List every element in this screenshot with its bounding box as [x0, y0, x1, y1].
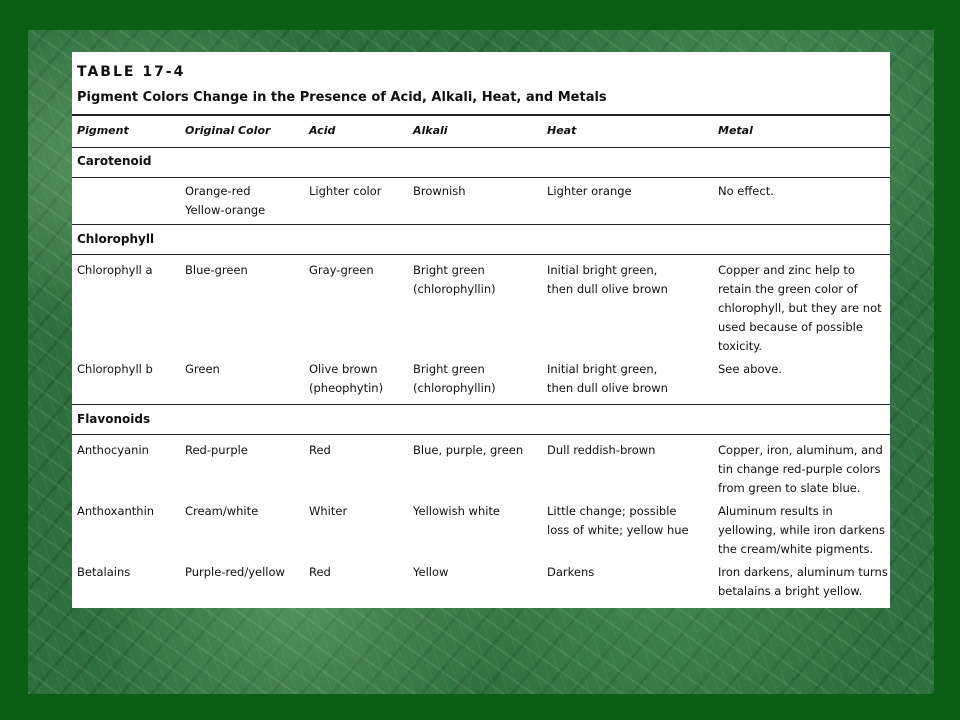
rule-above-section	[72, 224, 890, 225]
chlorophyll-b-metal: See above.	[718, 362, 783, 376]
column-header-metal: Metal	[718, 124, 753, 137]
anthocyanin-acid: Red	[309, 443, 331, 457]
anthocyanin-original-color: Red-purple	[185, 443, 248, 457]
rule-below-section	[72, 254, 890, 255]
column-header-acid: Acid	[309, 124, 336, 137]
carotenoid-acid: Lighter color	[309, 184, 382, 198]
section-heading-flavonoids: Flavonoids	[77, 412, 151, 426]
section-heading-chlorophyll: Chlorophyll	[77, 232, 155, 246]
section-heading-carotenoid: Carotenoid	[77, 154, 152, 168]
rule-below-section	[72, 434, 890, 435]
carotenoid-metal: No effect.	[718, 184, 774, 198]
chlorophyll-b-alkali: Bright green (chlorophyllin)	[413, 362, 496, 395]
column-header-original-color: Original Color	[185, 124, 271, 137]
rule-above-section	[72, 404, 890, 405]
column-header-pigment: Pigment	[77, 124, 129, 137]
betalains-pigment: Betalains	[77, 565, 131, 579]
betalains-acid: Red	[309, 565, 331, 579]
table-label: TABLE 17-4	[77, 64, 186, 80]
carotenoid-alkali: Brownish	[413, 184, 466, 198]
chlorophyll-b-acid: Olive brown (pheophytin)	[309, 362, 384, 395]
anthoxanthin-alkali: Yellowish white	[413, 504, 501, 518]
betalains-heat: Darkens	[547, 565, 595, 579]
pigment-table	[72, 52, 890, 608]
rule-below-title	[72, 114, 890, 116]
betalains-original-color: Purple-red/yellow	[185, 565, 285, 579]
betalains-metal: Iron darkens, aluminum turns betalains a bright yellow.	[718, 565, 888, 598]
chlorophyll-b-original-color: Green	[185, 362, 220, 376]
chlorophyll-a-heat: Initial bright green, then dull olive brown	[547, 263, 668, 296]
betalains-alkali: Yellow	[413, 565, 449, 579]
chlorophyll-b-pigment: Chlorophyll b	[77, 362, 153, 376]
anthoxanthin-acid: Whiter	[309, 504, 348, 518]
chlorophyll-a-alkali: Bright green (chlorophyllin)	[413, 263, 496, 296]
column-header-heat: Heat	[547, 124, 577, 137]
anthocyanin-alkali: Blue, purple, green	[413, 443, 524, 457]
carotenoid-original-color: Orange-red Yellow-orange	[185, 184, 266, 217]
rule-below-section	[72, 177, 890, 178]
chlorophyll-a-original-color: Blue-green	[185, 263, 248, 277]
anthocyanin-metal: Copper, iron, aluminum, and tin change red-purple colors from green to slate blue.	[718, 443, 883, 495]
chlorophyll-a-acid: Gray-green	[309, 263, 374, 277]
table-title: Pigment Colors Change in the Presence of Acid, Alkali, Heat, and Metals	[77, 90, 607, 105]
chlorophyll-a-pigment: Chlorophyll a	[77, 263, 153, 277]
anthoxanthin-original-color: Cream/white	[185, 504, 259, 518]
anthoxanthin-heat: Little change; possible loss of white; yellow hue	[547, 504, 689, 537]
anthocyanin-heat: Dull reddish-brown	[547, 443, 656, 457]
rule-below-header	[72, 147, 890, 148]
chlorophyll-a-metal: Copper and zinc help to retain the green color of chlorophyll, but they are not used because of possible toxicity.	[718, 263, 882, 353]
anthoxanthin-pigment: Anthoxanthin	[77, 504, 155, 518]
carotenoid-heat: Lighter orange	[547, 184, 632, 198]
column-header-alkali: Alkali	[413, 124, 448, 137]
chlorophyll-b-heat: Initial bright green, then dull olive brown	[547, 362, 668, 395]
anthoxanthin-metal: Aluminum results in yellowing, while iron darkens the cream/white pigments.	[718, 504, 885, 556]
anthocyanin-pigment: Anthocyanin	[77, 443, 149, 457]
